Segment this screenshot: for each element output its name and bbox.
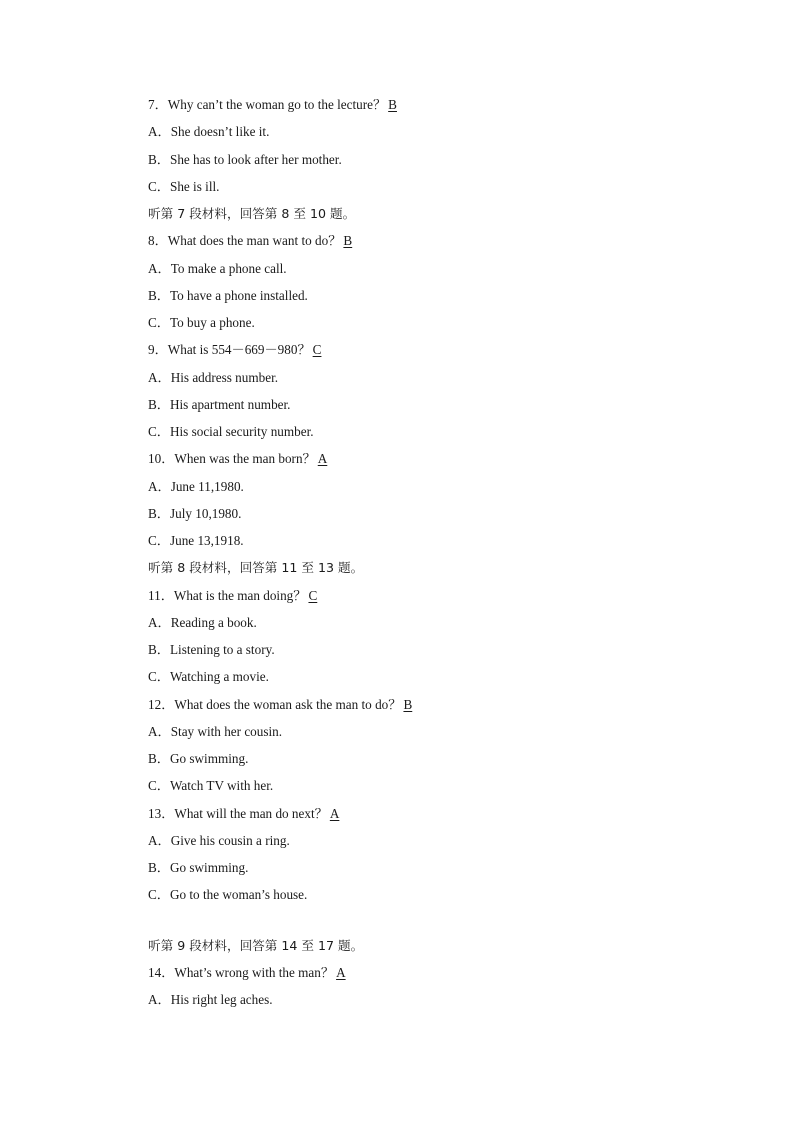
option-text: C．Go to the woman’s house.: [148, 887, 308, 903]
section-instruction: [148, 935, 708, 962]
question-text: 7．Why can’t the woman go to the lecture？: [148, 97, 387, 112]
option-line: [148, 775, 708, 802]
option-text: B．His apartment number.: [148, 396, 291, 412]
option-text: A．Reading a book.: [148, 614, 257, 630]
question-text: 11．What is the man doing？: [148, 587, 307, 603]
option-text: A．June 11,1980.: [148, 478, 244, 494]
question-line: [148, 803, 708, 830]
option-text: A．She doesn’t like it.: [148, 124, 270, 140]
answer-key: B: [343, 233, 353, 249]
option-text: B．July 10,1980.: [148, 505, 242, 521]
question-line: [148, 694, 708, 721]
option-text: C．She is ill.: [148, 178, 220, 194]
option-line: [148, 666, 708, 693]
option-line: [148, 830, 708, 857]
option-line: [148, 367, 708, 394]
option-line: [148, 721, 708, 748]
listening-questions: [148, 94, 708, 1016]
option-text: A．His address number.: [148, 369, 279, 385]
option-text: A．Give his cousin a ring.: [148, 832, 290, 848]
option-line: [148, 989, 708, 1016]
section-text: 听第 7 段材料，回答第 8 至 10 题。: [148, 206, 356, 221]
answer-key: C: [312, 342, 322, 358]
option-line: [148, 258, 708, 285]
option-text: C．His social security number.: [148, 424, 314, 439]
question-line: [148, 94, 708, 121]
question-line: [148, 448, 708, 475]
option-line: [148, 503, 708, 530]
option-line: [148, 421, 708, 448]
question-line: [148, 585, 708, 612]
question-text: 10．When was the man born？: [148, 451, 316, 467]
question-text: 8．What does the man want to do？: [148, 233, 342, 249]
answer-key: B: [388, 97, 397, 112]
section-instruction: [148, 557, 708, 584]
answer-key: C: [308, 587, 318, 603]
option-line: [148, 312, 708, 339]
option-text: B．She has to look after her mother.: [148, 151, 342, 167]
option-text: B．To have a phone installed.: [148, 287, 308, 303]
option-text: B．Listening to a story.: [148, 642, 275, 657]
question-line: [148, 962, 708, 989]
option-text: C．To buy a phone.: [148, 315, 255, 330]
question-text: 13．What will the man do next？: [148, 805, 328, 821]
question-text: 12．What does the woman ask the man to do？: [148, 696, 402, 712]
option-line: [148, 857, 708, 884]
option-line: [148, 639, 708, 666]
option-text: B．Go swimming.: [148, 860, 249, 875]
question-text: 14．What’s wrong with the man？: [148, 964, 335, 980]
option-line: [148, 394, 708, 421]
answer-key: A: [336, 964, 346, 980]
option-text: A．To make a phone call.: [148, 260, 287, 276]
question-line: [148, 230, 708, 257]
option-line: [148, 121, 708, 148]
section-instruction: [148, 203, 708, 230]
option-line: [148, 285, 708, 312]
option-line: [148, 476, 708, 503]
option-line: [148, 530, 708, 557]
option-text: C．June 13,1918.: [148, 533, 244, 548]
option-text: C．Watching a movie.: [148, 669, 269, 685]
option-line: [148, 149, 708, 176]
answer-key: B: [403, 696, 413, 712]
section-text: 听第 8 段材料，回答第 11 至 13 题。: [148, 560, 364, 576]
option-line: [148, 884, 708, 911]
option-text: A．Stay with her cousin.: [148, 723, 283, 739]
option-text: A．His right leg aches.: [148, 992, 273, 1007]
section-text: 听第 9 段材料，回答第 14 至 17 题。: [148, 937, 364, 953]
option-line: [148, 748, 708, 775]
answer-key: A: [329, 805, 340, 821]
option-line: [148, 612, 708, 639]
option-line: [148, 176, 708, 203]
question-text: 9．What is 554－669－980？: [148, 342, 311, 358]
option-text: B．Go swimming.: [148, 751, 249, 766]
question-line: [148, 339, 708, 366]
answer-key: A: [317, 451, 328, 467]
option-text: C．Watch TV with her.: [148, 778, 274, 794]
